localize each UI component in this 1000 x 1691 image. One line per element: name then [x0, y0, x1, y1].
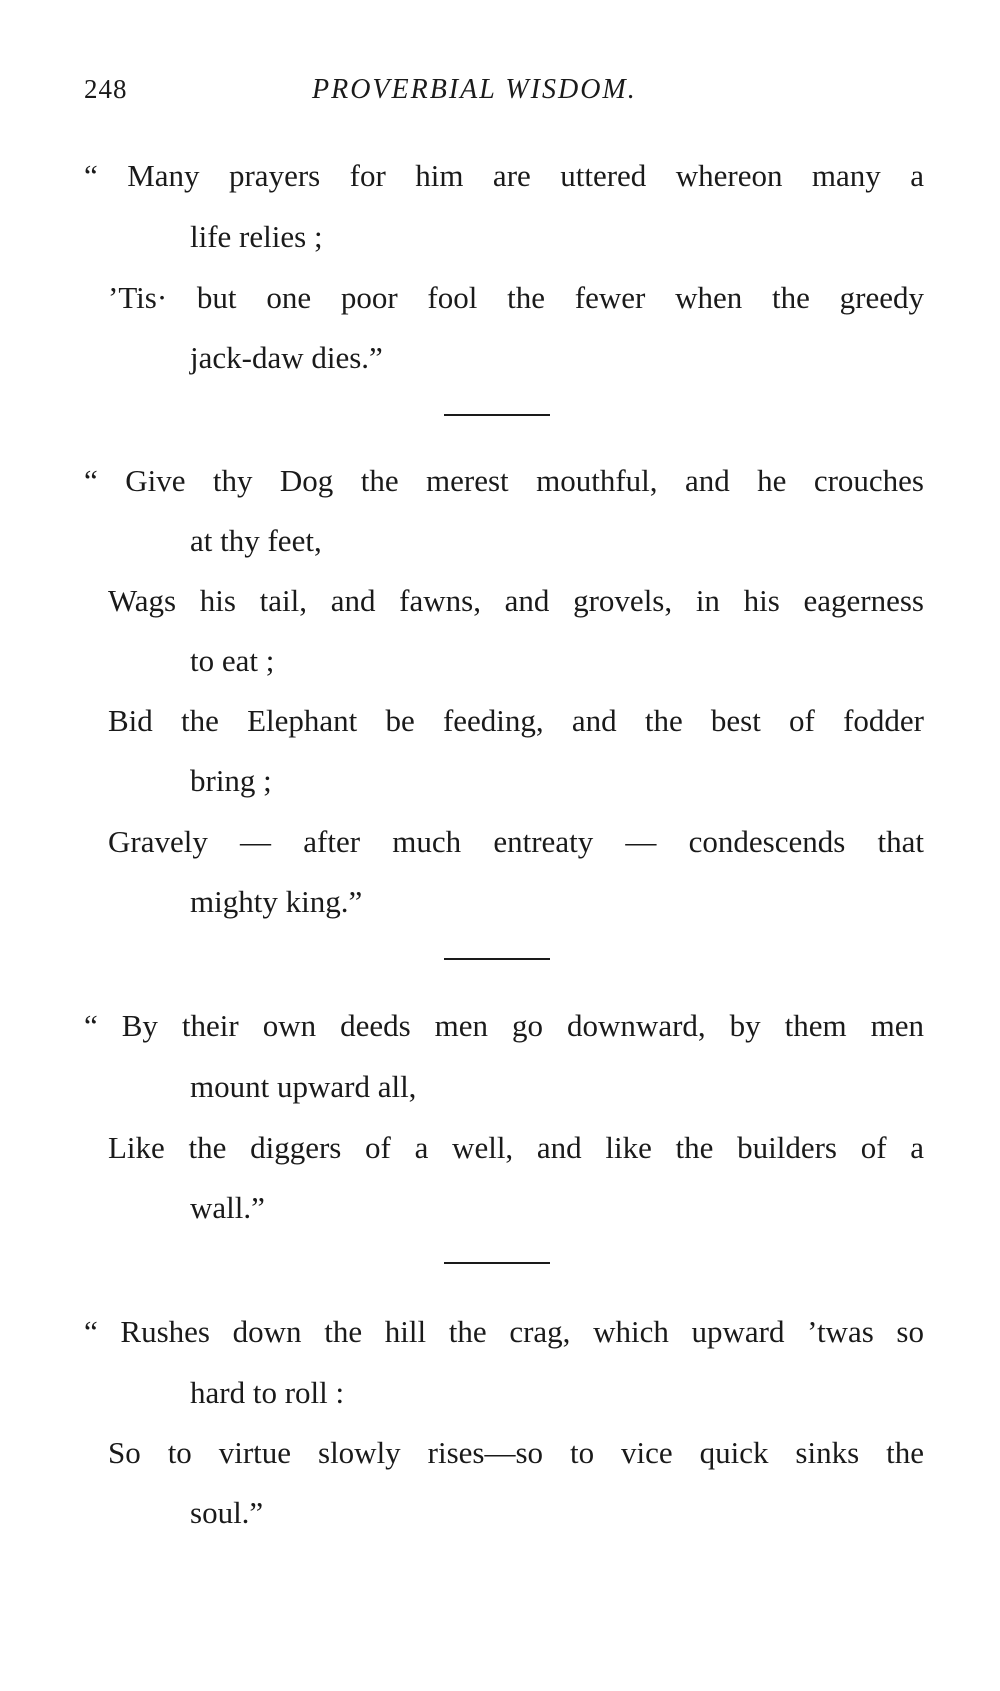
verse-line: life relies ;: [190, 219, 323, 254]
verse-line: soul.”: [190, 1495, 264, 1530]
verse-line: Gravely — after much entreaty — condescends that: [108, 824, 924, 859]
verse-line: hard to roll :: [190, 1375, 345, 1410]
verse-line: jack-daw dies.”: [190, 340, 383, 375]
verse-line: So to virtue slowly rises—so to vice quick sinks the: [108, 1435, 924, 1470]
verse-line: mighty king.”: [190, 884, 363, 919]
page-header: [84, 74, 924, 114]
verse-line: bring ;: [190, 763, 272, 798]
verse-line: “ Rushes down the hill the crag, which upward ’twas so: [84, 1314, 924, 1349]
section-divider: [444, 958, 550, 960]
verse-line: wall.”: [190, 1190, 265, 1225]
verse-line: ’Tis· but one poor fool the fewer when the greedy: [108, 280, 924, 315]
verse-line: Wags his tail, and fawns, and grovels, in his eagerness: [108, 583, 924, 618]
section-divider: [444, 414, 550, 416]
verse-line: mount upward all,: [190, 1069, 417, 1104]
verse-line: “ Give thy Dog the merest mouthful, and he crouches: [84, 463, 924, 498]
verse-line: Like the diggers of a well, and like the builders of a: [108, 1130, 924, 1165]
verse-line: at thy feet,: [190, 523, 322, 558]
section-divider: [444, 1262, 550, 1264]
verse-line: “ Many prayers for him are uttered whereon many a: [84, 158, 924, 193]
verse-line: “ By their own deeds men go downward, by them men: [84, 1008, 924, 1043]
verse-line: Bid the Elephant be feeding, and the best of fodder: [108, 703, 924, 738]
running-title: PROVERBIAL WISDOM.: [312, 74, 637, 105]
page-number: 248: [84, 74, 128, 104]
verse-line: to eat ;: [190, 643, 275, 678]
